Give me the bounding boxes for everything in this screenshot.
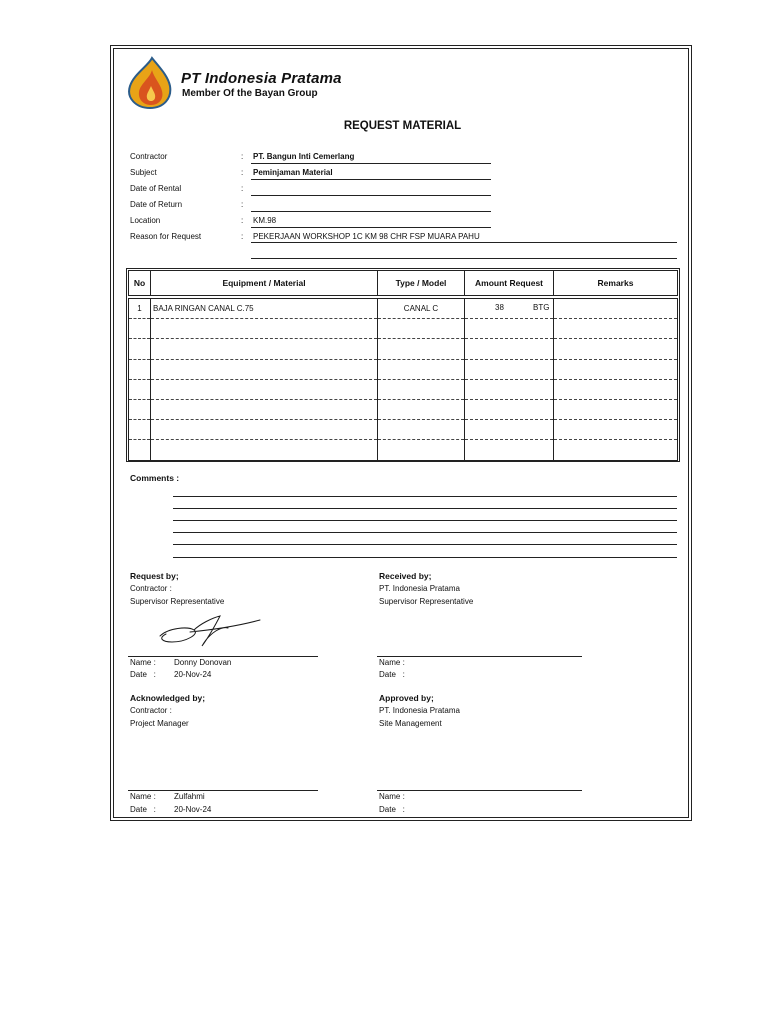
request-date-label: Date : <box>130 670 156 679</box>
subject-value: Peminjaman Material <box>253 168 333 177</box>
material-table <box>128 270 678 461</box>
comments-label: Comments : <box>130 473 180 483</box>
contractor-value: PT. Bangun Inti Cemerlang <box>253 152 355 161</box>
comment-line <box>173 532 677 533</box>
acknowledged-name-label: Name : <box>130 792 156 801</box>
company-subtitle: Member Of the Bayan Group <box>182 88 318 99</box>
contractor-colon: : <box>241 152 244 161</box>
received-by-heading: Received by; <box>379 571 432 581</box>
location-label: Location <box>130 216 161 225</box>
approved-signature-line <box>377 790 582 791</box>
request-name-label: Name : <box>130 658 156 667</box>
location-underline <box>251 227 491 228</box>
date-of-return-colon: : <box>241 200 244 209</box>
location-value: KM.98 <box>253 216 277 225</box>
header-type: Type / Model <box>378 271 465 296</box>
request-by-org: Contractor : <box>130 584 172 593</box>
comment-line <box>173 557 677 558</box>
header-remarks: Remarks <box>554 271 678 296</box>
document-title: REQUEST MATERIAL <box>343 120 462 132</box>
row-amount <box>465 299 554 319</box>
header-equipment: Equipment / Material <box>151 271 378 296</box>
comment-line <box>173 544 677 545</box>
table-row <box>129 379 678 399</box>
reason-underline-2 <box>251 258 677 259</box>
table-row <box>129 440 678 460</box>
received-by-org: PT. Indonesia Pratama <box>379 584 460 593</box>
table-row <box>129 359 678 379</box>
acknowledged-by-role: Project Manager <box>130 719 189 728</box>
acknowledged-name-value: Zulfahmi <box>174 792 205 801</box>
approved-by-role: Site Management <box>379 719 442 728</box>
table-row <box>129 420 678 440</box>
table-row <box>129 299 678 319</box>
header-amount: Amount Request <box>465 271 554 296</box>
row-remarks <box>554 299 678 319</box>
reason-value: PEKERJAAN WORKSHOP 1C KM 98 CHR FSP MUARA PAHU <box>253 232 480 241</box>
row-amount-qty: 38 <box>495 303 504 312</box>
row-equipment: BAJA RINGAN CANAL C.75 <box>151 299 378 319</box>
row-type: CANAL C <box>378 299 465 319</box>
subject-colon: : <box>241 168 244 177</box>
header-no: No <box>129 271 151 296</box>
date-of-return-label: Date of Return <box>130 200 183 209</box>
table-row <box>129 339 678 359</box>
received-by-role: Supervisor Representative <box>379 597 474 606</box>
reason-label: Reason for Request <box>130 232 202 241</box>
company-logo-flame-icon <box>124 56 176 110</box>
table-row <box>129 319 678 339</box>
acknowledged-date-value: 20-Nov-24 <box>174 805 212 814</box>
acknowledged-by-org: Contractor : <box>130 706 172 715</box>
request-date-value: 20-Nov-24 <box>174 670 212 679</box>
received-signature-line <box>377 656 582 657</box>
subject-underline <box>251 179 491 180</box>
approved-by-org: PT. Indonesia Pratama <box>379 706 460 715</box>
date-of-return-underline <box>251 211 491 212</box>
row-amount-unit: BTG <box>533 303 550 312</box>
approved-date-label: Date : <box>379 805 405 814</box>
comment-line <box>173 520 677 521</box>
table-row <box>129 399 678 419</box>
approved-by-heading: Approved by; <box>379 693 434 703</box>
acknowledged-by-heading: Acknowledged by; <box>130 693 206 703</box>
location-colon: : <box>241 216 244 225</box>
subject-label: Subject <box>130 168 157 177</box>
request-name-value: Donny Donovan <box>174 658 232 667</box>
received-name-label: Name : <box>379 658 405 667</box>
contractor-underline <box>251 163 491 164</box>
reason-colon: : <box>241 232 244 241</box>
request-by-heading: Request by; <box>130 571 179 581</box>
acknowledged-date-label: Date : <box>130 805 156 814</box>
approved-name-label: Name : <box>379 792 405 801</box>
handwritten-signature-icon <box>150 610 265 652</box>
comment-line <box>173 508 677 509</box>
acknowledged-signature-line <box>128 790 318 791</box>
company-name: PT Indonesia Pratama <box>181 70 342 87</box>
date-of-rental-label: Date of Rental <box>130 184 182 193</box>
received-date-label: Date : <box>379 670 405 679</box>
row-no: 1 <box>129 299 151 319</box>
request-signature-line <box>128 656 318 657</box>
date-of-rental-underline <box>251 195 491 196</box>
reason-underline <box>251 242 677 243</box>
comment-line <box>173 496 677 497</box>
request-by-role: Supervisor Representative <box>130 597 225 606</box>
contractor-label: Contractor <box>130 152 168 161</box>
date-of-rental-colon: : <box>241 184 244 193</box>
